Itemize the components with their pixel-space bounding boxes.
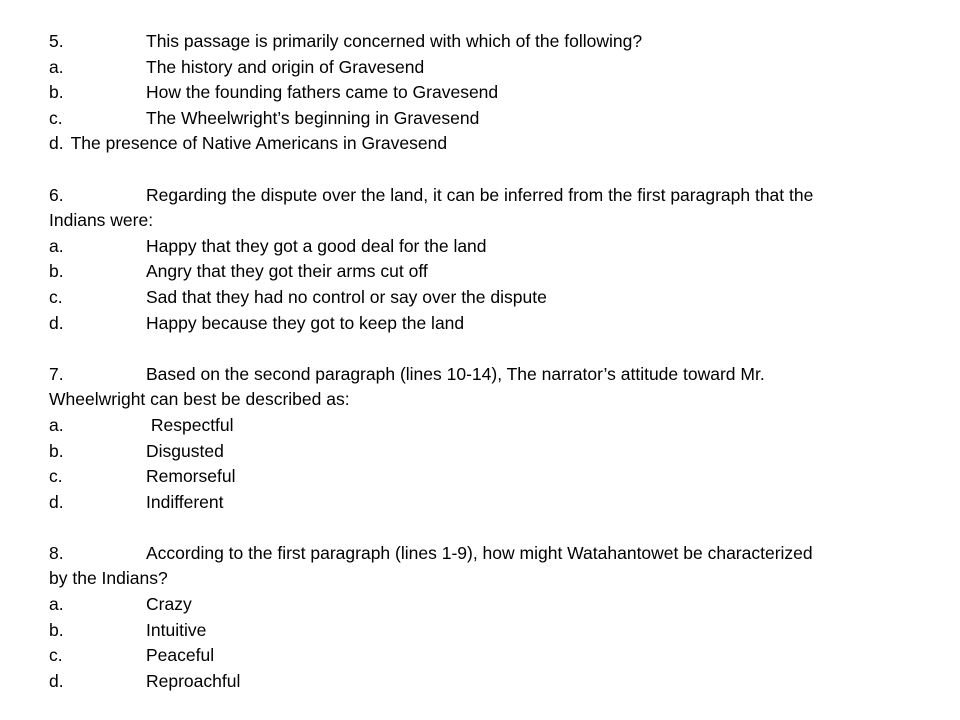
- option-label: d.: [49, 491, 64, 512]
- question-8: [49, 541, 909, 695]
- option-label: d.: [49, 670, 64, 691]
- answer-option-a: [49, 234, 909, 260]
- answer-option-c: [49, 464, 909, 490]
- option-text: Remorseful: [146, 466, 236, 487]
- option-label: c.: [49, 645, 63, 666]
- answer-option-c: [49, 285, 909, 311]
- option-text: The history and origin of Gravesend: [146, 56, 425, 77]
- option-text: The presence of Native Americans in Gravesend: [70, 133, 448, 154]
- question-text: Indians were:: [49, 210, 154, 231]
- question-stem: [49, 29, 909, 55]
- question-number: 6.: [49, 184, 64, 205]
- question-stem-continued: [49, 387, 909, 413]
- option-label: c.: [49, 286, 63, 307]
- spacer: [49, 157, 909, 183]
- answer-option-c: [49, 106, 909, 132]
- answer-option-c: [49, 643, 909, 669]
- question-6: [49, 183, 909, 337]
- question-text: According to the first paragraph (lines 1-9), how might Watahantowet be characterized: [146, 542, 813, 563]
- option-label: b.: [49, 82, 64, 103]
- question-text: by the Indians?: [49, 568, 168, 589]
- answer-option-b: [49, 439, 909, 465]
- option-label: b.: [49, 261, 64, 282]
- answer-option-d: [49, 311, 909, 337]
- option-text: Reproachful: [146, 670, 241, 691]
- spacer: [49, 336, 909, 362]
- question-text: Regarding the dispute over the land, it can be inferred from the first paragraph that the: [146, 184, 814, 205]
- option-text: Disgusted: [146, 440, 224, 461]
- option-label: c.: [49, 466, 63, 487]
- spacer: [49, 515, 909, 541]
- answer-option-d: [49, 131, 909, 157]
- option-text: Sad that they had no control or say over the dispute: [146, 286, 547, 307]
- option-text: Intuitive: [146, 619, 207, 640]
- question-stem-continued: [49, 208, 909, 234]
- option-text: Happy because they got to keep the land: [146, 312, 465, 333]
- question-5: [49, 29, 909, 157]
- answer-option-b: [49, 618, 909, 644]
- option-label: b.: [49, 440, 64, 461]
- answer-option-b: [49, 259, 909, 285]
- question-7: [49, 362, 909, 516]
- question-text: This passage is primarily concerned with which of the following?: [146, 31, 643, 51]
- option-text: Indifferent: [146, 491, 224, 512]
- question-number: 8.: [49, 542, 64, 563]
- question-stem: [49, 362, 909, 388]
- option-label: a.: [49, 594, 64, 615]
- question-stem-continued: [49, 566, 909, 592]
- question-text: Wheelwright can best be described as:: [49, 389, 350, 410]
- option-label: a.: [49, 414, 64, 435]
- option-label: d.: [49, 312, 64, 333]
- option-text: The Wheelwright’s beginning in Gravesend: [146, 107, 480, 128]
- answer-option-a: [49, 413, 909, 439]
- answer-option-b: [49, 80, 909, 106]
- option-text: Happy that they got a good deal for the land: [146, 235, 487, 256]
- option-label: a.: [49, 56, 64, 77]
- option-label: c.: [49, 107, 63, 128]
- answer-option-a: [49, 592, 909, 618]
- question-stem: [49, 183, 909, 209]
- option-text: Respectful: [146, 414, 234, 435]
- option-label: a.: [49, 235, 64, 256]
- option-text: Angry that they got their arms cut off: [146, 261, 428, 282]
- option-text: Crazy: [146, 594, 192, 615]
- option-text: Peaceful: [146, 645, 215, 666]
- option-label: b.: [49, 619, 64, 640]
- question-stem: [49, 541, 909, 567]
- question-number: 7.: [49, 363, 64, 384]
- quiz-document: [49, 29, 909, 694]
- answer-option-d: [49, 669, 909, 695]
- answer-option-d: [49, 490, 909, 516]
- question-text: Based on the second paragraph (lines 10-14), The narrator’s attitude toward Mr.: [146, 363, 765, 384]
- question-number: 5.: [49, 31, 64, 51]
- option-label: d.: [49, 133, 64, 154]
- answer-option-a: [49, 55, 909, 81]
- option-text: How the founding fathers came to Gravesend: [146, 82, 499, 103]
